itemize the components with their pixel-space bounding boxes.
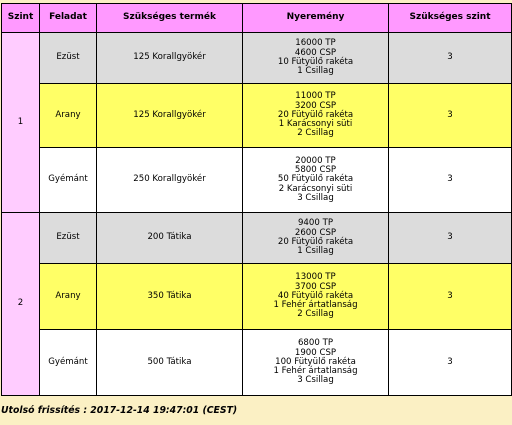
- reward-line: 1 Fehér ártatlanság: [273, 300, 358, 311]
- table-row: [2, 33, 512, 84]
- reward-line: 2 Karácsonyi süti: [278, 183, 353, 194]
- required-level-cell: 3: [389, 33, 512, 84]
- reward-line: 3700 CSP: [294, 281, 337, 292]
- reward-cell: [243, 330, 389, 396]
- task-cell: Arany: [40, 264, 97, 330]
- task-cell: Gyémánt: [40, 148, 97, 213]
- reward-line: 16000 TP: [295, 38, 336, 49]
- task-cell: Ezüst: [40, 213, 97, 264]
- reward-line: 1 Csillag: [297, 246, 334, 257]
- header-required-level: Szükséges szint: [389, 4, 512, 33]
- header-level: Szint: [2, 4, 40, 33]
- required-product-cell: 125 Korallgyökér: [97, 84, 243, 148]
- required-level-cell: 3: [389, 84, 512, 148]
- reward-line: 3 Csillag: [297, 375, 334, 386]
- level-cell: 2: [2, 213, 40, 396]
- reward-table-container: [1, 3, 511, 396]
- required-level-cell: 3: [389, 213, 512, 264]
- required-product-cell: 200 Tátika: [97, 213, 243, 264]
- reward-line: 9400 TP: [297, 218, 334, 229]
- reward-table: [1, 3, 512, 396]
- task-cell: Ezüst: [40, 33, 97, 84]
- reward-line: 100 Fütyülő rakéta: [275, 356, 356, 367]
- reward-cell: [243, 84, 389, 148]
- required-product-cell: 125 Korallgyökér: [97, 33, 243, 84]
- reward-cell: [243, 33, 389, 84]
- reward-line: 10 Fütyülő rakéta: [277, 57, 354, 67]
- reward-line: 3 Csillag: [297, 192, 334, 203]
- header-task: Feladat: [40, 4, 97, 33]
- reward-line: 20 Fütyülő rakéta: [277, 237, 354, 247]
- reward-line: 40 Fütyülő rakéta: [277, 290, 354, 301]
- task-cell: Gyémánt: [40, 330, 97, 396]
- reward-line: 2600 CSP: [294, 227, 337, 238]
- reward-line: 1 Fehér ártatlanság: [273, 366, 358, 377]
- required-level-cell: 3: [389, 330, 512, 396]
- header-required-product: Szükséges termék: [97, 4, 243, 33]
- reward-line: 13000 TP: [295, 272, 336, 283]
- reward-line: 20 Fütyülő rakéta: [277, 109, 354, 120]
- table-row: [2, 264, 512, 330]
- reward-line: 5800 CSP: [294, 165, 337, 176]
- last-updated-text: Utolsó frissítés : 2017-12-14 19:47:01 (CEST): [1, 405, 238, 416]
- task-cell: Arany: [40, 84, 97, 148]
- table-row: [2, 148, 512, 213]
- required-product-cell: 250 Korallgyökér: [97, 148, 243, 213]
- required-product-cell: 350 Tátika: [97, 264, 243, 330]
- reward-line: 3200 CSP: [294, 100, 337, 111]
- header-reward: Nyeremény: [243, 4, 389, 33]
- reward-cell: [243, 213, 389, 264]
- reward-line: 6800 TP: [297, 338, 334, 349]
- reward-line: 2 Csillag: [297, 128, 334, 139]
- table-body: [2, 33, 512, 396]
- table-row: [2, 84, 512, 148]
- reward-line: 1 Karácsonyi süti: [278, 119, 353, 130]
- table-header-row: [2, 4, 512, 33]
- reward-line: 2 Csillag: [297, 309, 334, 320]
- level-cell: 1: [2, 33, 40, 213]
- reward-cell: [243, 148, 389, 213]
- reward-cell: [243, 264, 389, 330]
- reward-line: 50 Fütyülő rakéta: [277, 174, 354, 185]
- reward-line: 11000 TP: [295, 91, 336, 102]
- table-row: [2, 330, 512, 396]
- required-level-cell: 3: [389, 148, 512, 213]
- reward-line: 1 Csillag: [297, 66, 334, 77]
- required-level-cell: 3: [389, 264, 512, 330]
- table-row: [2, 213, 512, 264]
- reward-line: 20000 TP: [295, 155, 336, 166]
- reward-line: 4600 CSP: [294, 47, 337, 58]
- reward-line: 1900 CSP: [294, 347, 337, 358]
- required-product-cell: 500 Tátika: [97, 330, 243, 396]
